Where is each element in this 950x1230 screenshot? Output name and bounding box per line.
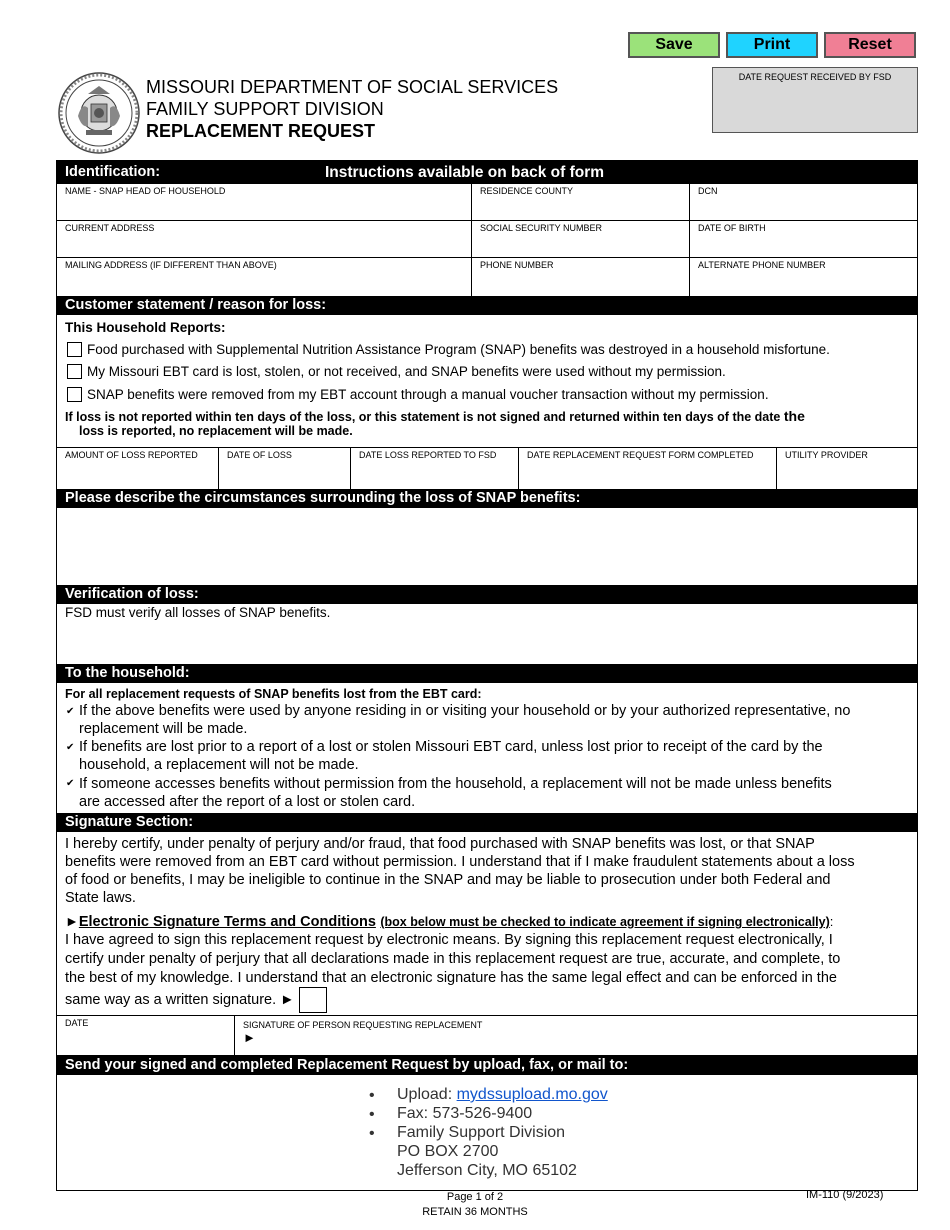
household-intro: For all replacement requests of SNAP benefits lost from the EBT card: (65, 687, 482, 701)
name-field[interactable] (57, 184, 471, 220)
date-loss-field[interactable] (218, 448, 350, 489)
form-id: IM-110 (9/2023) (806, 1189, 884, 1201)
option-lost-card-checkbox[interactable] (67, 364, 82, 379)
esig-title-row (65, 913, 833, 931)
sig-date-field[interactable] (57, 1016, 234, 1055)
esig-text-4: same way as a written signature. ► (65, 991, 295, 1008)
certify-line-3: of food or benefits, I may be ineligible to continue in the SNAP and may be liable to prosecution under both Federal and (65, 872, 831, 888)
phone-field[interactable] (471, 258, 689, 296)
mail-line-2: PO BOX 2700 (397, 1143, 499, 1160)
id-row-3 (57, 258, 917, 296)
loss-warning (65, 408, 805, 424)
date-reported-field[interactable] (350, 448, 518, 489)
alt-phone-label: ALTERNATE PHONE NUMBER (698, 260, 826, 270)
date-completed-label: DATE REPLACEMENT REQUEST FORM COMPLETED (527, 450, 754, 460)
verification-text: FSD must verify all losses of SNAP benefits. (65, 605, 331, 620)
address-label: CURRENT ADDRESS (65, 223, 155, 233)
verification-heading: Verification of loss: (57, 585, 917, 604)
esig-text-3: the best of my knowledge. I understand that an electronic signature has the same legal effect and can be enforced in the (65, 970, 837, 986)
certify-line-1: I hereby certify, under penalty of perjury and/or fraud, that food purchased with SNAP benefits was lost, or that SNAP (65, 836, 815, 852)
dcn-label: DCN (698, 186, 718, 196)
mail-line-1: Family Support Division (397, 1124, 566, 1141)
household-item-1-line2: replacement will be made. (79, 721, 248, 737)
page-number: Page 1 of 2 (446, 1191, 504, 1203)
utility-field[interactable] (776, 448, 917, 489)
esig-title: Electronic Signature Terms and Conditions (78, 914, 376, 930)
name-label: NAME - SNAP HEAD OF HOUSEHOLD (65, 186, 226, 196)
sig-label: SIGNATURE OF PERSON REQUESTING REPLACEMENT (243, 1020, 483, 1030)
loss-warning-line2: loss is reported, no replacement will be made. (79, 424, 353, 438)
signature-heading: Signature Section: (57, 813, 917, 832)
certify-line-2: benefits were removed from an EBT card without permission. I understand that if I make fraudulent statements about a loss (65, 854, 855, 870)
statement-heading: Customer statement / reason for loss: (57, 296, 917, 315)
date-loss-label: DATE OF LOSS (227, 450, 292, 460)
option-voucher-checkbox[interactable] (67, 387, 82, 402)
retain-note: RETAIN 36 MONTHS (422, 1206, 528, 1218)
fax-line: Fax: 573-526-9400 (397, 1105, 533, 1122)
print-button[interactable]: Print (726, 32, 818, 58)
household-item-2-line2: household, a replacement will not be made. (79, 757, 359, 773)
household-item-3-line2: are accessed after the report of a lost or stolen card. (79, 794, 416, 810)
certify-line-4: State laws. (65, 890, 136, 906)
mailing-label: MAILING ADDRESS (IF DIFFERENT THAN ABOVE) (65, 260, 277, 270)
esig-text-2: certify under penalty of perjury that all declarations made in this replacement request are true, accurate, and complete, to (65, 951, 841, 967)
bullet-icon: • (369, 1087, 375, 1104)
mailing-field[interactable] (57, 258, 471, 296)
household-item-1-line1: If the above benefits were used by anyone residing in or visiting your household or by your authorized representative, no (79, 703, 851, 719)
state-seal-icon (58, 72, 140, 154)
esig-note: (box below must be checked to indicate agreement if signing electronically) (380, 915, 830, 929)
county-field[interactable] (471, 184, 689, 220)
esig-arrow-icon: ► (65, 913, 79, 929)
option-misfortune-text: Food purchased with Supplemental Nutrition Assistance Program (SNAP) benefits was destroyed in a household misfortune. (87, 342, 830, 357)
phone-label: PHONE NUMBER (480, 260, 554, 270)
household-reports-label: This Household Reports: (65, 320, 226, 335)
option-misfortune-checkbox[interactable] (67, 342, 82, 357)
esig-text-4-row (65, 987, 327, 1013)
alt-phone-field[interactable] (689, 258, 917, 296)
amount-label: AMOUNT OF LOSS REPORTED (65, 450, 198, 460)
esig-text-1: I have agreed to sign this replacement request by electronic means. By signing this replacement request electronically, I (65, 932, 833, 948)
check-icon: ✔ (66, 742, 75, 753)
reset-button[interactable]: Reset (824, 32, 916, 58)
utility-label: UTILITY PROVIDER (785, 450, 868, 460)
esig-agree-checkbox[interactable] (299, 987, 327, 1013)
date-received-field[interactable] (712, 67, 918, 133)
dob-field[interactable] (689, 221, 917, 257)
dcn-field[interactable] (689, 184, 917, 220)
ssn-label: SOCIAL SECURITY NUMBER (480, 223, 603, 233)
household-item-2-line1: If benefits are lost prior to a report of a lost or stolen Missouri EBT card, unless lost prior to receipt of the card by the (79, 739, 823, 755)
id-row-2 (57, 221, 917, 258)
loss-warning-line1: If loss is not reported within ten days of the loss, or this statement is not signed and returned within ten days of the date (65, 410, 781, 424)
ssn-field[interactable] (471, 221, 689, 257)
upload-line (397, 1086, 608, 1104)
county-label: RESIDENCE COUNTY (480, 186, 574, 196)
loss-details-row (57, 447, 917, 489)
esig-colon: : (829, 914, 834, 929)
upload-label: Upload: (397, 1086, 457, 1103)
bullet-icon: • (369, 1106, 375, 1123)
date-reported-label: DATE LOSS REPORTED TO FSD (359, 450, 497, 460)
id-row-1 (57, 184, 917, 221)
check-icon: ✔ (66, 706, 75, 717)
household-item-3-line1: If someone accesses benefits without permission from the household, a replacement will not be made unless benefits (79, 776, 832, 792)
mail-line-3: Jefferson City, MO 65102 (397, 1162, 577, 1179)
replacement-form (56, 160, 918, 1191)
identification-header (57, 161, 917, 184)
circumstances-heading: Please describe the circumstances surrounding the loss of SNAP benefits: (57, 489, 917, 508)
circumstances-textarea[interactable] (57, 508, 917, 585)
option-voucher-text: SNAP benefits were removed from my EBT account through a manual voucher transaction without my permission. (87, 387, 769, 402)
dob-label: DATE OF BIRTH (698, 223, 766, 233)
address-field[interactable] (57, 221, 471, 257)
division-name: FAMILY SUPPORT DIVISION (146, 99, 384, 119)
date-completed-field[interactable] (518, 448, 776, 489)
save-button[interactable]: Save (628, 32, 720, 58)
instructions-note: Instructions available on back of form (325, 164, 605, 181)
bullet-icon: • (369, 1125, 375, 1142)
upload-link[interactable]: mydssupload.mo.gov (456, 1086, 608, 1103)
form-title: REPLACEMENT REQUEST (146, 121, 376, 141)
check-icon: ✔ (66, 778, 75, 789)
option-lost-card-text: My Missouri EBT card is lost, stolen, or not received, and SNAP benefits were used without my permission. (87, 364, 726, 379)
sig-date-label: DATE (65, 1018, 89, 1028)
amount-field[interactable] (57, 448, 218, 489)
date-received-label: DATE REQUEST RECEIVED BY FSD (738, 72, 892, 82)
sig-field[interactable] (234, 1016, 917, 1055)
dept-name: MISSOURI DEPARTMENT OF SOCIAL SERVICES (146, 77, 559, 97)
send-heading: Send your signed and completed Replacement Request by upload, fax, or mail to: (57, 1056, 917, 1075)
signature-row (57, 1015, 917, 1056)
household-heading: To the household: (57, 664, 917, 683)
sig-arrow-icon: ► (243, 1030, 256, 1045)
identification-heading: Identification: (65, 164, 161, 180)
loss-warning-the: the (783, 408, 805, 424)
